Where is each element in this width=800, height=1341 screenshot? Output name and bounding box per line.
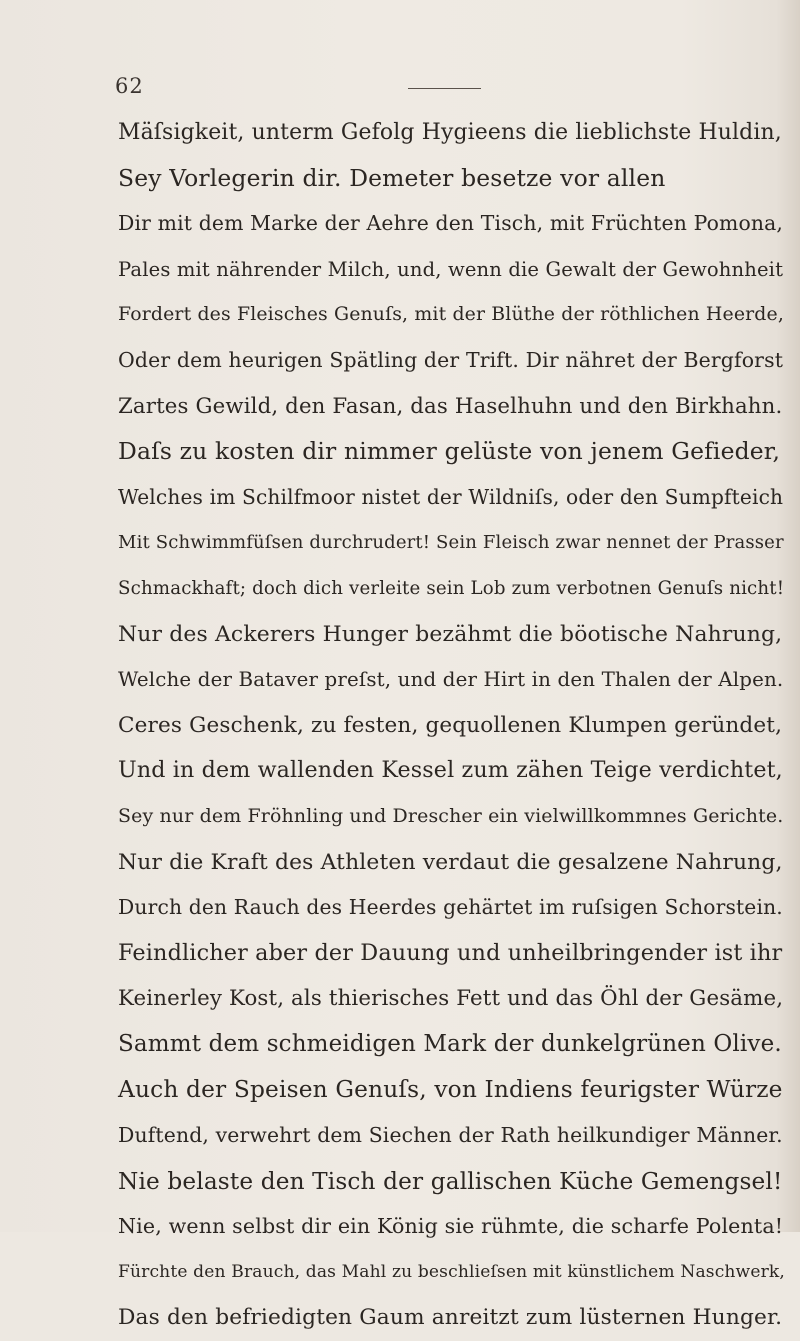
verse-line: Mit Schwimmfüſsen durchrudert! Sein Fleisch zwar nennet der Prasser [118,532,784,554]
verse-line: Pales mit nährender Milch, und, wenn die Gewalt der Gewohnheit [118,257,784,281]
verse-line: Nie, wenn selbst dir ein König sie rühmte, die scharfe Polenta! [118,1214,784,1239]
verse-line: Sammt dem schmeidigen Mark der dunkelgrünen Olive. [118,1030,782,1057]
verse-line: Sey nur dem Fröhnling und Drescher ein vielwillkommnes Gerichte. [118,804,784,827]
verse-line: Und in dem wallenden Kessel zum zähen Teige verdichtet, [118,757,783,784]
verse-line: Duftend, verwehrt dem Siechen der Rath heilkundiger Männer. [118,1123,783,1148]
verse-line: Durch den Rauch des Heerdes gehärtet im ruſsigen Schorstein. [118,895,783,920]
header-rule [408,88,481,89]
verse-line: Zartes Gewild, den Fasan, das Haselhuhn und den Birkhahn. [118,393,783,419]
verse-line: Mäſsigkeit, unterm Gefolg Hygieens die lieblichste Huldin, [118,120,782,145]
verse-line: Daſs zu kosten dir nimmer gelüste von jenem Gefieder, [118,437,781,466]
verse-line: Nur die Kraft des Athleten verdaut die gesalzene Nahrung, [118,849,783,875]
verse-line: Ceres Geschenk, zu festen, gequollenen Klumpen geründet, [118,712,783,738]
verse-line: Fordert des Fleisches Genuſs, mit der Blüthe der röthlichen Heerde, [118,303,784,326]
verse-line: Keinerley Kost, als thierisches Fett und das Öhl der Gesäme, [118,986,784,1012]
verse-line: Fürchte den Brauch, das Mahl zu beschlieſsen mit künstlichem Naschwerk, [118,1261,785,1282]
verse-line: Auch der Speisen Genuſs, von Indiens feurigster Würze [118,1076,783,1104]
verse-line: Oder dem heurigen Spätling der Trift. Dir nähret der Bergforst [118,347,784,372]
verse-line: Nie belaste den Tisch der gallischen Küche Gemengsel! [118,1167,783,1195]
verse-line: Dir mit dem Marke der Aehre den Tisch, mit Früchten Pomona, [118,211,784,236]
verse-line: Sey Vorlegerin dir. Demeter besetze vor allen [118,163,666,192]
verse-line: Schmackhaft; doch dich verleite sein Lob zum verbotnen Genuſs nicht! [118,577,785,599]
verse-line: Das den befriedigten Gaum anreitzt zum lüsternen Hunger. [118,1305,783,1331]
verse-line: Welche der Bataver preſst, und der Hirt in den Thalen der Alpen. [118,668,784,692]
verse-line: Nur des Ackerers Hunger bezähmt die böotische Nahrung, [118,621,783,647]
page-number: 62 [115,74,144,98]
verse-line: Feindlicher aber der Dauung und unheilbringender ist ihr [118,939,783,966]
verse-block [118,110,798,1341]
verse-line: Welches im Schilfmoor nistet der Wildniſs, oder den Sumpfteich [118,484,784,509]
